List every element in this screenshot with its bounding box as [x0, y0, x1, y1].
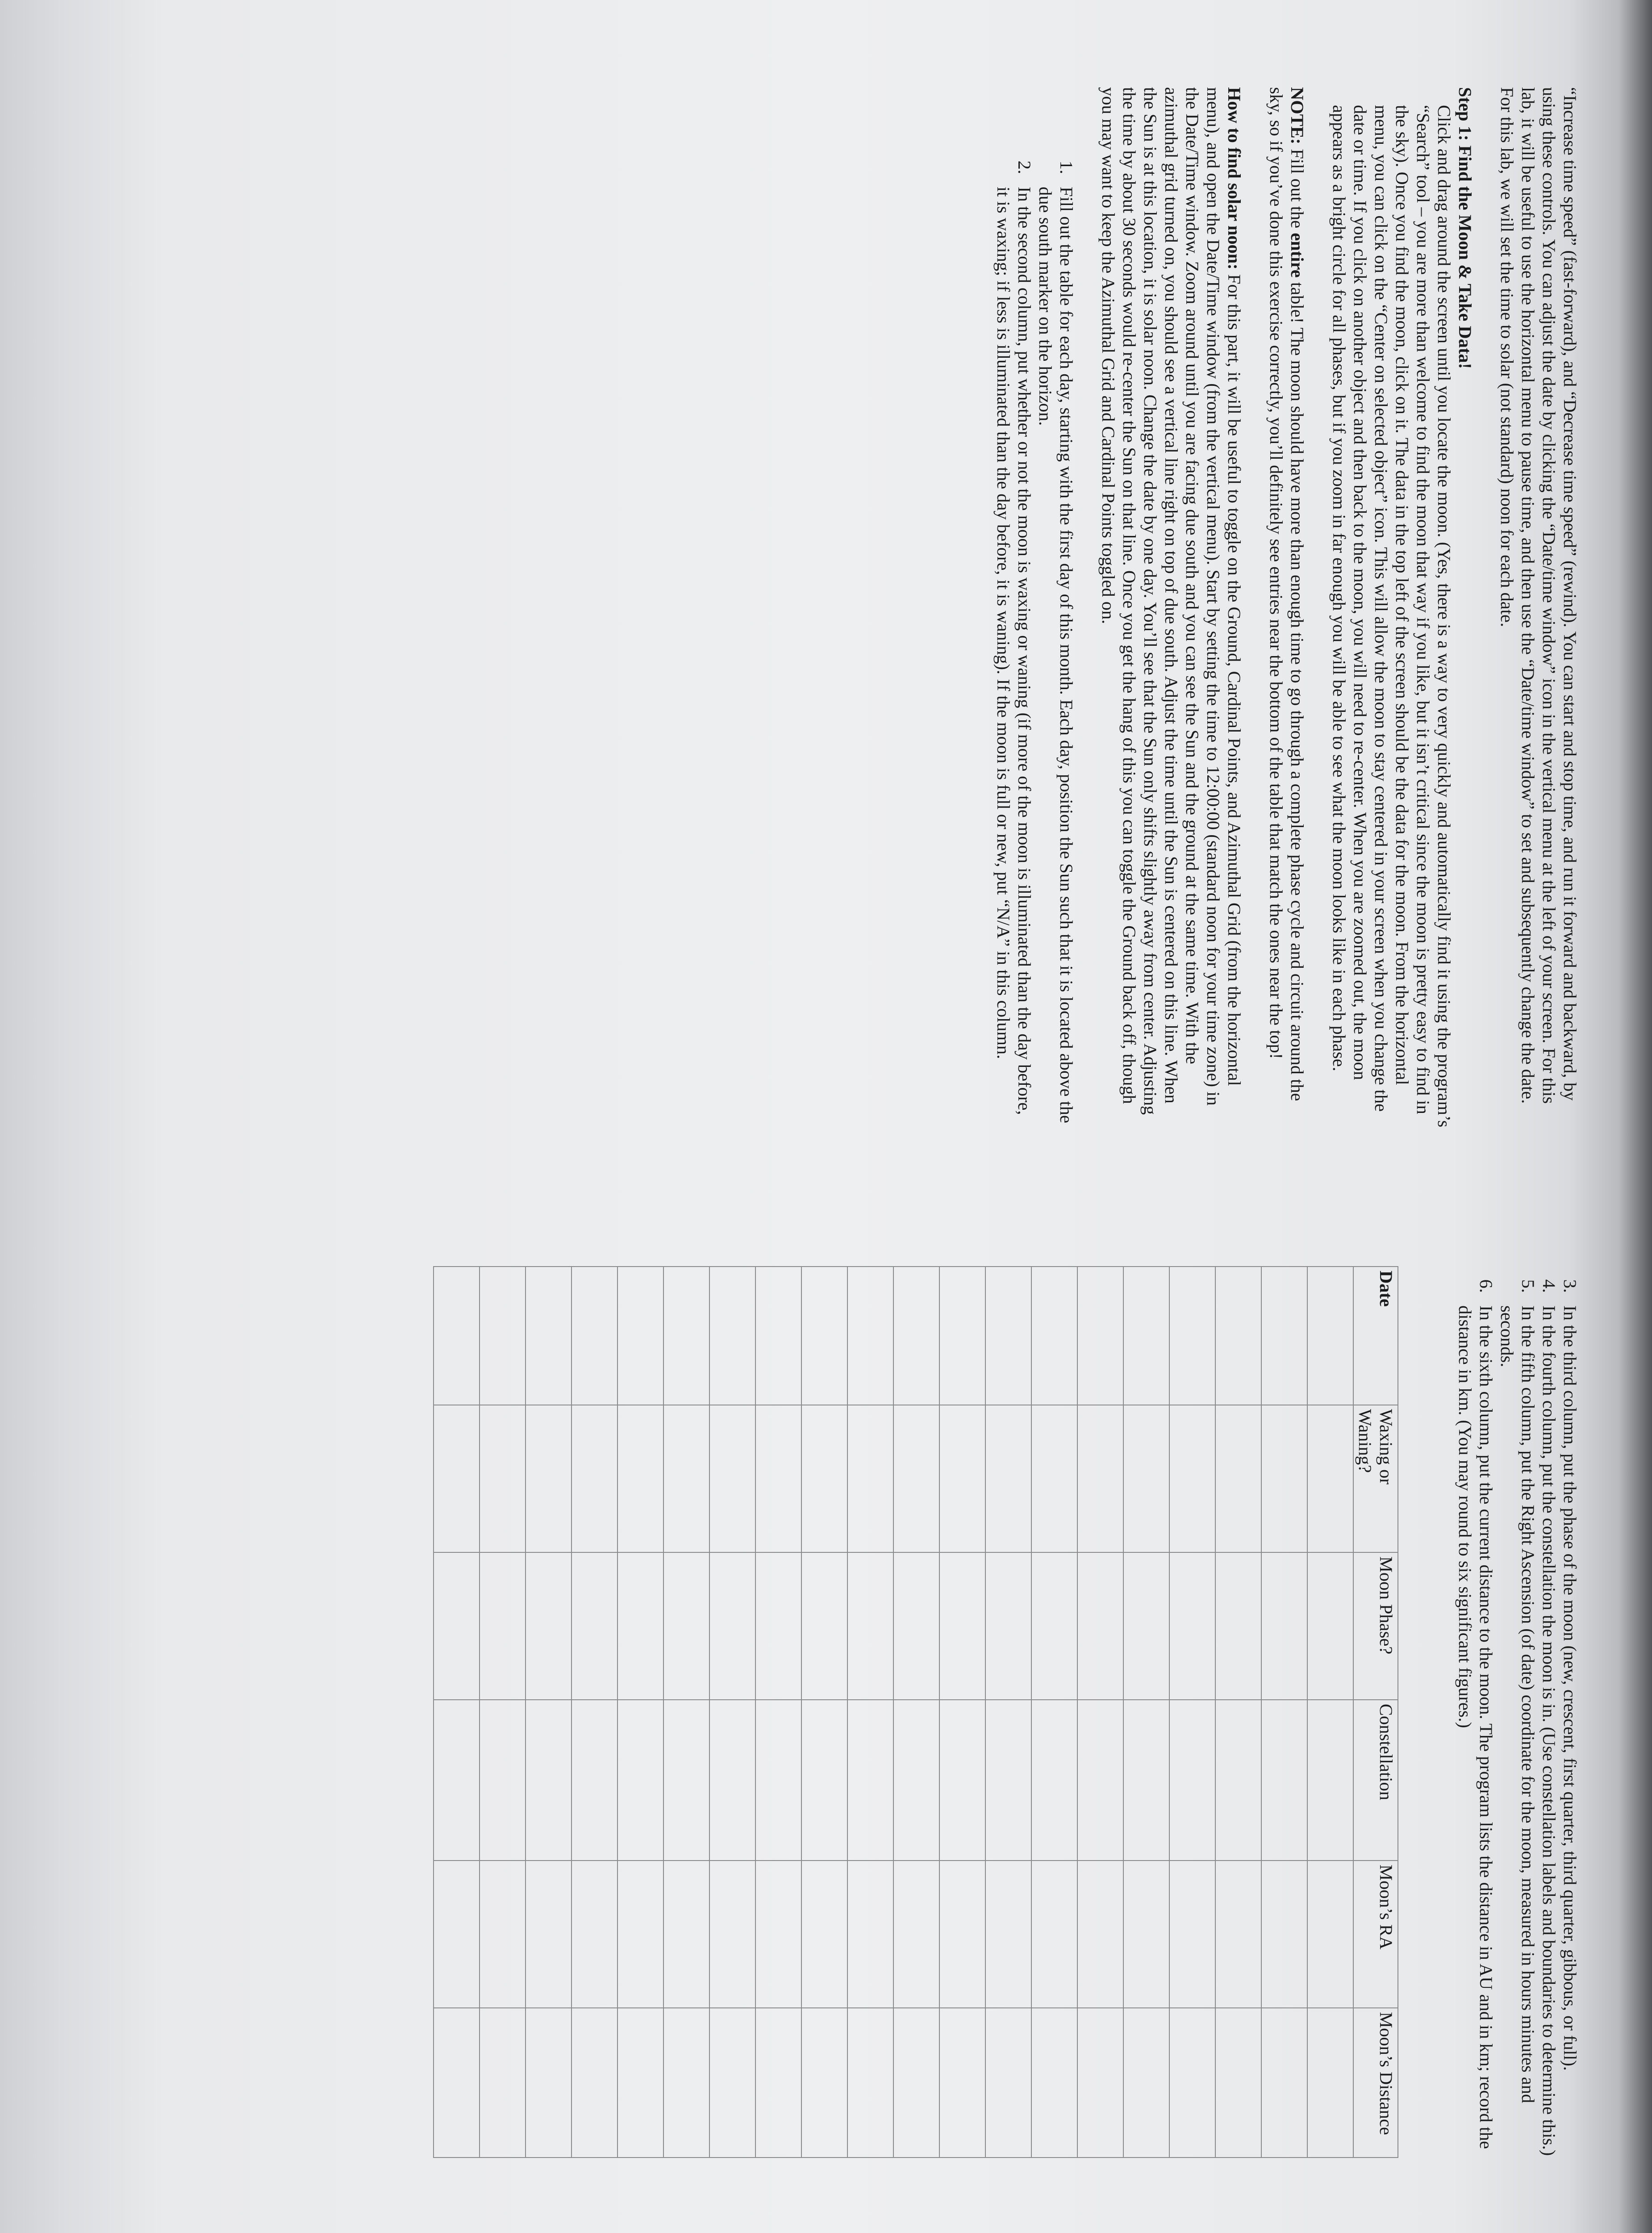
- empty-answer-cell: [1077, 1700, 1123, 1861]
- step-item: [993, 147, 1035, 1128]
- empty-answer-cell: [709, 2008, 755, 2158]
- empty-answer-cell: [709, 1552, 755, 1700]
- empty-answer-cell: [526, 2008, 572, 2158]
- step-text: In the fifth column, put the Right Ascension (of date) coordinate for the moon, measured in hours minutes and seconds.: [1497, 1305, 1538, 2103]
- empty-answer-cell: [1031, 1861, 1077, 2008]
- empty-answer-cell: [1261, 1552, 1307, 1700]
- empty-answer-cell: [572, 2008, 617, 2158]
- empty-answer-cell: [847, 1700, 893, 1861]
- empty-answer-cell: [801, 1405, 847, 1552]
- step-number: 3.: [1560, 1279, 1580, 1293]
- empty-answer-cell: [1077, 1405, 1123, 1552]
- empty-answer-cell: [709, 1405, 755, 1552]
- empty-answer-cell: [480, 1405, 526, 1552]
- empty-answer-cell: [1031, 1405, 1077, 1552]
- step-item: [1455, 1266, 1497, 2159]
- column-header-constellation: Constellation: [1353, 1700, 1398, 1861]
- empty-answer-cell: [755, 1700, 801, 1861]
- table-row: [663, 1267, 709, 2158]
- empty-answer-cell: [1077, 1267, 1123, 1405]
- empty-answer-cell: [434, 1861, 480, 2008]
- empty-answer-cell: [434, 1700, 480, 1861]
- table-row: [480, 1267, 526, 2158]
- empty-answer-cell: [985, 1405, 1031, 1552]
- empty-answer-cell: [1123, 1267, 1169, 1405]
- empty-answer-cell: [1215, 1861, 1261, 2008]
- instruction-steps-1-2: [993, 87, 1077, 1128]
- empty-answer-cell: [1169, 1405, 1215, 1552]
- column-header-waxing-waning: Waxing or Waning?: [1353, 1405, 1398, 1552]
- empty-answer-cell: [847, 2008, 893, 2158]
- empty-answer-cell: [801, 1700, 847, 1861]
- table-body: [434, 1267, 1353, 2158]
- step-number: 2.: [1014, 160, 1035, 174]
- empty-answer-cell: [617, 1861, 663, 2008]
- empty-answer-cell: [1077, 2008, 1123, 2158]
- empty-answer-cell: [1307, 1552, 1353, 1700]
- empty-answer-cell: [1307, 2008, 1353, 2158]
- empty-answer-cell: [1261, 1861, 1307, 2008]
- empty-answer-cell: [1031, 1267, 1077, 1405]
- empty-answer-cell: [847, 1861, 893, 2008]
- empty-answer-cell: [893, 1405, 939, 1552]
- column-header-moon-distance: Moon’s Distance: [1353, 2008, 1398, 2158]
- solar-noon-paragraph: [1098, 87, 1245, 1128]
- note-emphasis: entire: [1287, 233, 1307, 278]
- empty-answer-cell: [1307, 1861, 1353, 2008]
- table-row: [939, 1267, 985, 2158]
- empty-answer-cell: [893, 1267, 939, 1405]
- table-row: [709, 1267, 755, 2158]
- empty-answer-cell: [1307, 1700, 1353, 1861]
- note-text-b: table! The moon should have more than enough time to go through a complete phase cycle and circuit around the sky, so if you’ve done this exercise correctly, you’ll definitely see entries near the bottom of the table that match the ones near the top!: [1266, 87, 1307, 1101]
- empty-answer-cell: [480, 1700, 526, 1861]
- note-paragraph: [1266, 87, 1308, 1128]
- empty-answer-cell: [1215, 2008, 1261, 2158]
- table-instructions-column: [1455, 1266, 1581, 2159]
- empty-answer-cell: [617, 2008, 663, 2158]
- empty-answer-cell: [1169, 1861, 1215, 2008]
- table-row: [801, 1267, 847, 2158]
- table-row: [985, 1267, 1031, 2158]
- step-item: [1035, 147, 1077, 1128]
- empty-answer-cell: [663, 1552, 709, 1700]
- empty-answer-cell: [847, 1267, 893, 1405]
- empty-answer-cell: [1261, 1700, 1307, 1861]
- step-text: In the second column, put whether or not the moon is waxing or waning (if more of the moon is illuminated than the day before, it is waxing; if less is illuminated than the day before, it is waning). If the moon is full or new, put “N/A” in this column.: [993, 187, 1035, 1115]
- empty-answer-cell: [1077, 1861, 1123, 2008]
- empty-answer-cell: [572, 1861, 617, 2008]
- empty-answer-cell: [939, 1267, 985, 1405]
- instructions-column: [993, 87, 1581, 1128]
- empty-answer-cell: [1031, 2008, 1077, 2158]
- empty-answer-cell: [985, 1552, 1031, 1700]
- empty-answer-cell: [434, 1552, 480, 1700]
- empty-answer-cell: [434, 1405, 480, 1552]
- empty-answer-cell: [893, 1861, 939, 2008]
- table-row: [755, 1267, 801, 2158]
- empty-answer-cell: [985, 1267, 1031, 1405]
- empty-answer-cell: [1307, 1405, 1353, 1552]
- empty-answer-cell: [572, 1552, 617, 1700]
- empty-answer-cell: [939, 1552, 985, 1700]
- table-row: [526, 1267, 572, 2158]
- empty-answer-cell: [709, 1700, 755, 1861]
- empty-answer-cell: [480, 1861, 526, 2008]
- step-number: 6.: [1476, 1279, 1496, 1293]
- empty-answer-cell: [480, 2008, 526, 2158]
- empty-answer-cell: [572, 1267, 617, 1405]
- empty-answer-cell: [1123, 1861, 1169, 2008]
- solar-noon-text: For this part, it will be useful to toggle on the Ground, Cardinal Points, and Azimuthal Grid (from the horizontal menu), and open the Date/Time window (from the vertical menu). Start by setting the time to 12:00:00 (standard noon for your time zone) in the Date/Time window. Zoom around until you are facing due south and you can see the Sun and the ground at the same time. With the azimuthal grid turned on, you should see a vertical line right on top of due south. Adjust the time until the Sun is centered on this line. When the Sun is at this location, it is solar noon. Change the date by one day. You’ll see that the Sun only shifts slightly away from center. Adjusting the time by about 30 seconds would re-center the Sun on that line. Once you get the hang of this you can toggle the Ground back off, though you may want to keep the Azimuthal Grid and Cardinal Points toggled on.: [1098, 87, 1244, 1115]
- empty-answer-cell: [663, 1267, 709, 1405]
- empty-answer-cell: [1169, 2008, 1215, 2158]
- step-number: 1.: [1056, 160, 1076, 174]
- empty-answer-cell: [1123, 1552, 1169, 1700]
- empty-answer-cell: [1261, 1267, 1307, 1405]
- empty-answer-cell: [893, 1552, 939, 1700]
- step-text: In the third column, put the phase of the moon (new, crescent, first quarter, third quarter, gibbous, or full).: [1560, 1305, 1580, 2071]
- step-text: Fill out the table for each day, starting with the first day of this month. Each day, position the Sun such that it is located above the due south marker on the horizon.: [1035, 187, 1076, 1123]
- empty-answer-cell: [755, 1552, 801, 1700]
- empty-answer-cell: [1307, 1267, 1353, 1405]
- empty-answer-cell: [663, 1700, 709, 1861]
- empty-answer-cell: [663, 1861, 709, 2008]
- note-text-a: Fill out the: [1287, 144, 1307, 233]
- empty-answer-cell: [801, 1861, 847, 2008]
- empty-answer-cell: [1031, 1552, 1077, 1700]
- empty-answer-cell: [801, 2008, 847, 2158]
- empty-answer-cell: [1031, 1700, 1077, 1861]
- empty-answer-cell: [801, 1267, 847, 1405]
- step-number: 5.: [1518, 1279, 1538, 1293]
- empty-answer-cell: [985, 1861, 1031, 2008]
- empty-answer-cell: [617, 1552, 663, 1700]
- empty-answer-cell: [1261, 2008, 1307, 2158]
- step1-body: Click and drag around the screen until you locate the moon. (Yes, there is a way to very quickly and automatically find it using the program’s “Search” tool – you are more than welcome to find the moon that way if you like, but it isn’t critical since the moon is pretty easy to find in the sky). Once you find the moon, click on it. The data in the top left of the screen should be the data for the moon. From the horizontal menu, you can click on the “Center on selected object” icon. This will allow the moon to stay centered in your screen when you change the date or time. If you click on another object and then back to the moon, you will need to re-center. When you are zoomed out, the moon appears as a bright circle for all phases, but if you zoom in far enough you will be able to see what the moon looks like in each phase.: [1329, 105, 1454, 1128]
- empty-answer-cell: [572, 1405, 617, 1552]
- empty-answer-cell: [572, 1700, 617, 1861]
- table-row: [1031, 1267, 1077, 2158]
- table-row: [847, 1267, 893, 2158]
- empty-answer-cell: [847, 1405, 893, 1552]
- empty-answer-cell: [1215, 1267, 1261, 1405]
- intro-paragraph: “Increase time speed” (fast-forward), and “Decrease time speed” (rewind). You can start and stop time, and run it forward and backward, by using these controls. You can adjust the date by clicking the “Date/time window” icon in the vertical menu at the left of your screen. For this lab, it will be useful to use the horizontal menu to pause time, and then use the “Date/time window” to set and subsequently change the date. For this lab, we will set the time to solar (not standard) noon for each date.: [1497, 87, 1580, 1104]
- empty-answer-cell: [709, 1267, 755, 1405]
- empty-answer-cell: [939, 1405, 985, 1552]
- instruction-steps-3-6: [1455, 1266, 1581, 2159]
- empty-answer-cell: [755, 1405, 801, 1552]
- column-header-date: Date: [1353, 1267, 1398, 1405]
- empty-answer-cell: [985, 2008, 1031, 2158]
- empty-answer-cell: [1215, 1405, 1261, 1552]
- solar-noon-label: How to find solar noon:: [1224, 87, 1244, 270]
- empty-answer-cell: [893, 2008, 939, 2158]
- moon-data-table: [433, 1266, 1398, 2158]
- column-header-moon-phase: Moon Phase?: [1353, 1552, 1398, 1700]
- table-row: [1077, 1267, 1123, 2158]
- empty-answer-cell: [1215, 1700, 1261, 1861]
- empty-answer-cell: [1123, 2008, 1169, 2158]
- empty-answer-cell: [434, 1267, 480, 1405]
- table-row: [1215, 1267, 1261, 2158]
- empty-answer-cell: [755, 1267, 801, 1405]
- table-row: [617, 1267, 663, 2158]
- empty-answer-cell: [526, 1552, 572, 1700]
- step1-heading: Step 1: Find the Moon & Take Data!: [1455, 87, 1475, 369]
- step-number: 4.: [1539, 1279, 1559, 1293]
- empty-answer-cell: [480, 1552, 526, 1700]
- empty-answer-cell: [939, 2008, 985, 2158]
- empty-answer-cell: [847, 1552, 893, 1700]
- table-row: [434, 1267, 480, 2158]
- empty-answer-cell: [939, 1700, 985, 1861]
- table-row: [1123, 1267, 1169, 2158]
- step-text: In the fourth column, put the constellation the moon is in. (Use constellation labels and boundaries to determine this.): [1539, 1305, 1559, 2156]
- empty-answer-cell: [526, 1267, 572, 1405]
- empty-answer-cell: [1123, 1700, 1169, 1861]
- empty-answer-cell: [434, 2008, 480, 2158]
- empty-answer-cell: [1169, 1700, 1215, 1861]
- worksheet-page: [98, 87, 1581, 2159]
- empty-answer-cell: [709, 1861, 755, 2008]
- empty-answer-cell: [526, 1405, 572, 1552]
- empty-answer-cell: [617, 1700, 663, 1861]
- empty-answer-cell: [1261, 1405, 1307, 1552]
- empty-answer-cell: [526, 1700, 572, 1861]
- empty-answer-cell: [663, 1405, 709, 1552]
- empty-answer-cell: [1123, 1405, 1169, 1552]
- step-item: [1497, 1266, 1539, 2159]
- empty-answer-cell: [1077, 1552, 1123, 1700]
- empty-answer-cell: [893, 1700, 939, 1861]
- empty-answer-cell: [526, 1861, 572, 2008]
- empty-answer-cell: [480, 1267, 526, 1405]
- column-header-moon-ra: Moon’s RA: [1353, 1861, 1398, 2008]
- empty-answer-cell: [1169, 1552, 1215, 1700]
- step-text: In the sixth column, put the current distance to the moon. The program lists the distance in AU and in km; record the distance in km. (You may round to six significant figures.): [1455, 1305, 1496, 2149]
- empty-answer-cell: [617, 1405, 663, 1552]
- table-row: [1261, 1267, 1307, 2158]
- empty-answer-cell: [755, 1861, 801, 2008]
- empty-answer-cell: [1215, 1552, 1261, 1700]
- empty-answer-cell: [939, 1861, 985, 2008]
- empty-answer-cell: [1169, 1267, 1215, 1405]
- note-label: NOTE:: [1287, 87, 1307, 145]
- table-row: [572, 1267, 617, 2158]
- step-item: [1560, 1266, 1581, 2159]
- empty-answer-cell: [755, 2008, 801, 2158]
- table-row: [893, 1267, 939, 2158]
- table-row: [1169, 1267, 1215, 2158]
- step-item: [1539, 1266, 1560, 2159]
- empty-answer-cell: [801, 1552, 847, 1700]
- empty-answer-cell: [617, 1267, 663, 1405]
- table-row: [1307, 1267, 1353, 2158]
- empty-answer-cell: [985, 1700, 1031, 1861]
- empty-answer-cell: [663, 2008, 709, 2158]
